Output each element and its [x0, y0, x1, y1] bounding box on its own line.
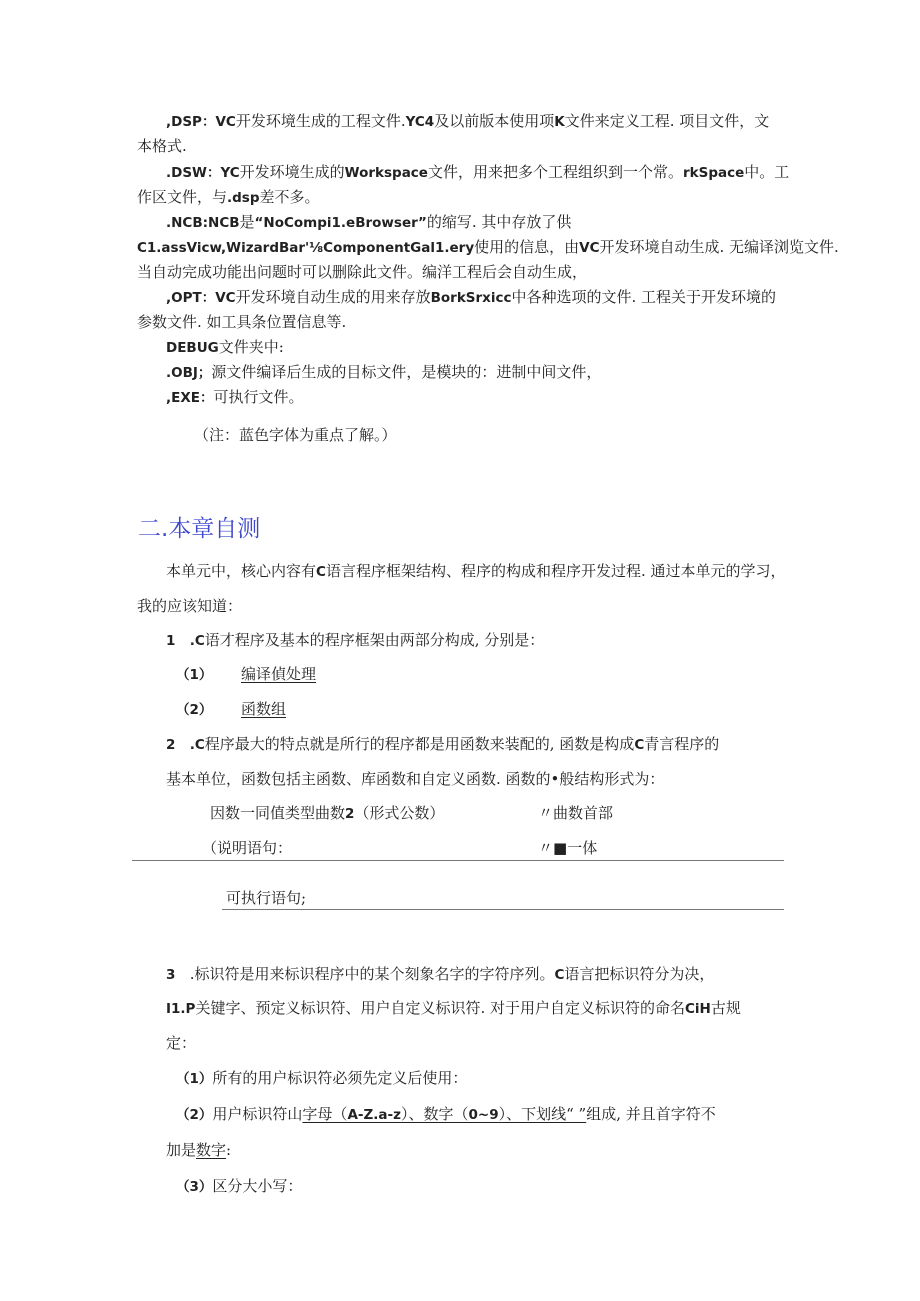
q2-c: .C [189, 737, 205, 753]
q1-answer-1-num: （1） [176, 667, 213, 683]
dsw-text-3: 中。工 [744, 163, 790, 181]
q3-text-2: 语言把标识符分为决， [564, 965, 715, 983]
q2-line [166, 734, 719, 755]
dsw-line-cont [137, 187, 320, 208]
debug-line [166, 337, 284, 358]
q2-form-left-b: 2 [345, 806, 355, 822]
dsw-rkspace: rkSpace [682, 165, 745, 181]
opt-vc: VC [215, 290, 236, 306]
ncb-vc: VC [579, 240, 600, 256]
opt-ext: ,OPT： [166, 290, 216, 306]
q3-number: 3 [166, 967, 176, 983]
q3-rule-2-u1e: ）、下划线“ ” [498, 1105, 587, 1123]
dsp-cont: 本格式. [137, 137, 187, 155]
dsp-text-3: 文件来定义工程. 项目文件，文 [564, 112, 770, 130]
note-line [194, 425, 397, 445]
dsw-line [166, 162, 789, 183]
q3-rule-3-num: （3） [176, 1179, 213, 1195]
ncb-text-1: 是 [239, 213, 255, 231]
q2-form-comment-2 [538, 838, 597, 858]
dsp-yc4: YC4 [405, 114, 435, 130]
q3-rule-2-u1c: ）、数字（ [400, 1105, 469, 1123]
intro-line-1 [166, 561, 785, 582]
exe-line [166, 387, 304, 408]
q1-number: 1 [166, 633, 176, 649]
ncb-line-2 [137, 237, 839, 258]
q1-answer-1 [176, 664, 212, 685]
intro-c: C [316, 564, 326, 580]
opt-text-2: 中各种选项的文件. 工程关于开发环境的 [511, 288, 777, 306]
q2-text-1: 程序最大的特点就是所行的程序都是用函数来装配的, 函数是构成 [204, 735, 635, 753]
q2-c2: C [634, 737, 645, 753]
q3-rule-2-text-a: 用户标识符山 [212, 1105, 303, 1123]
dsp-line-cont [137, 136, 187, 156]
dsp-text-2: 及以前版本使用项 [434, 112, 555, 130]
opt-text-1: 开发环境自动生成的用来存放 [235, 288, 431, 306]
dsp-ext: ,DSP： [166, 114, 216, 130]
obj-text: 源文件编译后生成的目标文件，是模块的：进制中间文件， [211, 363, 602, 381]
q3-rule-1-num: （1） [176, 1071, 213, 1087]
q3-rule-2-cont [166, 1140, 231, 1160]
q3-rule-2-underlined [302, 1105, 586, 1123]
ncb-ext: .NCB:NCB [166, 215, 240, 231]
q3-rule-2-u1b: A-Z.a-z [347, 1107, 401, 1123]
q3-rule-3 [176, 1176, 302, 1197]
q1-answer-2 [176, 699, 212, 720]
q3-rule-2-cont-a: 加是 [166, 1141, 197, 1159]
q1-text: 语才程序及基本的程序框架由两部分构成, 分别是： [204, 631, 545, 649]
dsp-text-1: 开发环境生成的工程文件. [235, 112, 406, 130]
q3-line [166, 964, 714, 985]
q1-answer-1-text: 编译偵处理 [241, 665, 317, 683]
q3-rule-3-text: 区分大小写： [212, 1177, 303, 1195]
q3-rule-2-text-b: 组成, 并且首字符不 [586, 1105, 716, 1123]
q3-l2-a: I1.P [166, 1001, 196, 1017]
ncb-text-2: 的缩写. 其中存放了供 [426, 213, 572, 231]
q1-answer-2-num: （2） [176, 702, 213, 718]
opt-line-cont [137, 312, 346, 332]
q3-text-1: .标识符是用来标识程序中的某个刻象名字的字符序列。 [189, 965, 555, 983]
intro-text-a: 本单元中，核心内容有 [166, 562, 317, 580]
dsp-vc: VC [215, 114, 236, 130]
obj-line [166, 362, 601, 383]
q3-rule-2 [176, 1104, 716, 1125]
q3-rule-1-text: 所有的用户标识符必须先定义后使用： [212, 1069, 468, 1087]
q2-number: 2 [166, 737, 176, 753]
q2-form-line-2: （说明语句： [202, 839, 293, 857]
q1-c: .C [189, 633, 205, 649]
q2-line-2 [166, 769, 664, 789]
q3-rule-1 [176, 1068, 467, 1089]
q3-c: C [554, 967, 565, 983]
ncb-line [166, 212, 571, 233]
divider-line-1 [132, 860, 784, 861]
q3-line-2 [166, 998, 741, 1019]
opt-bork: BorkSrxicc [430, 290, 512, 306]
dsw-cont-1: 作区文件，与 [137, 188, 228, 206]
dsw-yc: YC [220, 165, 240, 181]
dsw-text-1: 开发环境生成的 [239, 163, 345, 181]
dsw-dsp: .dsp [227, 190, 260, 206]
obj-ext: .OBJ； [166, 365, 212, 381]
section-heading: 二.本章自测 [138, 516, 261, 542]
dsw-workspace: Workspace [344, 165, 428, 181]
ncb-quote: “NoCompi1.eBrowser” [254, 215, 427, 231]
q2-form-line-1 [210, 803, 444, 824]
q3-rule-2-cont-b: 数字 [196, 1141, 227, 1159]
q2-form-comment-2-a: 〃 [538, 839, 554, 857]
dsp-k: K [554, 114, 565, 130]
q2-form-left-a: 因数一同值类型曲数 [210, 804, 346, 822]
q3-rule-2-u1: 字母（ [302, 1105, 348, 1123]
divider-line-2 [222, 909, 784, 910]
q1-line [166, 630, 544, 651]
intro-text-b: 语言程序框架结构、程序的构成和程序开发过程. 通过本单元的学习， [325, 562, 786, 580]
ncb-text-3: 使用的信息，由 [474, 238, 580, 256]
ncb-text-4: 开发环境自动生成. 无编译浏览文件. [599, 238, 839, 256]
q3-rule-2-num: （2） [176, 1107, 213, 1123]
intro-text-2: 我的应该知道： [137, 597, 243, 615]
q3-rule-2-u1d: 0~9 [468, 1107, 499, 1123]
ncb-classes: C1.assVicw,WizardBar'⅛ComponentGal1.ery [137, 240, 475, 256]
debug-text: 文件夹中: [218, 338, 284, 356]
q2-text-line-2: 基本单位，函数包括主函数、库函数和自定义函数. 函数的•般结构形式为： [166, 770, 665, 788]
exe-text: 可执行文件。 [213, 388, 304, 406]
ncb-cont: 当自动完成功能出问题时可以删除此文件。编洋工程后会自动生成， [137, 263, 588, 281]
q3-rule-2-cont-c: : [226, 1141, 232, 1159]
q2-form-comment-1: 〃曲数首部 [538, 804, 614, 822]
dsw-text-2: 文件，用来把多个工程组织到一个常。 [427, 163, 683, 181]
opt-line [166, 287, 776, 308]
q2-form-left-c: （形式公数） [354, 804, 445, 822]
debug-name: DEBUG [166, 340, 219, 356]
intro-line-2 [137, 596, 242, 616]
q3-l2-d: 古规 [710, 999, 741, 1017]
dsp-line [166, 111, 769, 132]
q3-l2-c: CiH [685, 1001, 711, 1017]
q2-form-comment-2-b: ■ [553, 839, 568, 857]
q2-form-comment-2-c: 一体 [567, 839, 598, 857]
note-text: （注：蓝色字体为重点了解。） [194, 426, 397, 444]
exe-ext: ,EXE： [166, 390, 214, 406]
q1-answer-2-text: 函数组 [241, 700, 287, 718]
q3-l2-b: 关键字、预定义标识符、用户自定义标识符. 对于用户自定义标识符的命名 [195, 999, 685, 1017]
q2-form-line-3: 可执行语句; [226, 889, 307, 907]
q2-text-2: 青言程序的 [644, 735, 720, 753]
ncb-line-cont [137, 262, 587, 282]
opt-cont: 参数文件. 如工具条位置信息等. [137, 313, 347, 331]
q3-line-3: 定： [166, 1034, 197, 1052]
dsw-ext: .DSW： [166, 165, 221, 181]
dsw-cont-2: 差不多。 [259, 188, 320, 206]
